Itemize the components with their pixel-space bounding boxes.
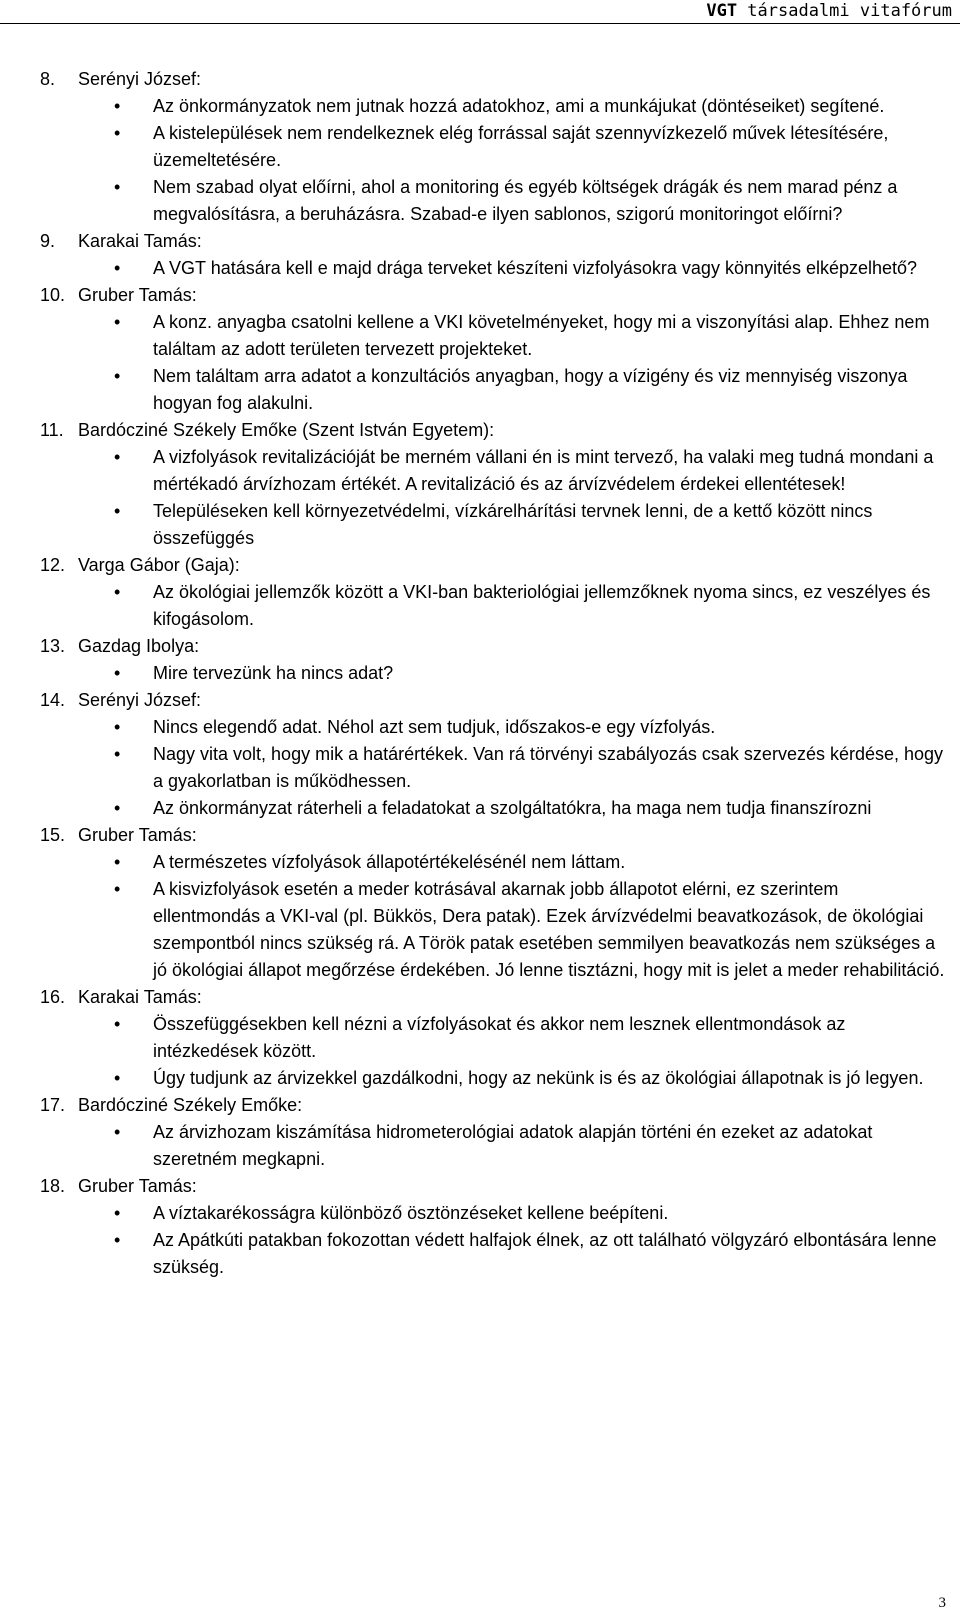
comment-item [40, 363, 945, 417]
speaker-heading [40, 552, 945, 579]
entry-number: 18. [40, 1176, 66, 1196]
comment-text: A természetes vízfolyások állapotértékelésénél nem láttam. [153, 852, 626, 872]
speaker-name: Gruber Tamás: [78, 285, 197, 305]
bullet-icon: • [114, 1203, 121, 1223]
speaker-name: Varga Gábor (Gaja): [78, 555, 240, 575]
comment-item [40, 1119, 945, 1173]
comment-item [40, 444, 945, 498]
comment-list [40, 444, 945, 552]
bullet-icon: • [114, 258, 121, 278]
bullet-icon: • [114, 663, 121, 683]
document-body [40, 66, 945, 1281]
bullet-icon: • [114, 717, 121, 737]
comment-list [40, 93, 945, 228]
header-rule [0, 23, 960, 24]
speaker-heading [40, 984, 945, 1011]
entry-number: 10. [40, 285, 66, 305]
comment-item [40, 255, 945, 282]
bullet-icon: • [114, 852, 121, 872]
speaker-heading [40, 1092, 945, 1119]
bullet-icon: • [114, 312, 121, 332]
comment-text: Mire tervezünk ha nincs adat? [153, 663, 394, 683]
bullet-icon: • [114, 123, 121, 143]
header-title-bold: VGT [706, 1, 738, 21]
entry-number: 15. [40, 825, 66, 845]
header-title [706, 1, 952, 21]
page-number: 3 [938, 1595, 946, 1611]
comment-list [40, 849, 945, 984]
comment-list [40, 1200, 945, 1281]
comment-text: Összefüggésekben kell nézni a vízfolyásokat és akkor nem lesznek ellentmondások az intézkedések között. [153, 1014, 846, 1061]
comment-list [40, 309, 945, 417]
speaker-heading [40, 282, 945, 309]
speaker-name: Bardócziné Székely Emőke: [78, 1095, 303, 1115]
entry-number: 9. [40, 231, 56, 251]
comment-list [40, 714, 945, 822]
speaker-heading [40, 228, 945, 255]
comment-list [40, 1119, 945, 1173]
entry-number: 13. [40, 636, 66, 656]
bullet-icon: • [114, 366, 121, 386]
speaker-name: Gruber Tamás: [78, 825, 197, 845]
bullet-icon: • [114, 1122, 121, 1142]
comment-text: Az önkormányzatok nem jutnak hozzá adatokhoz, ami a munkájukat (döntéseiket) segítené. [153, 96, 885, 116]
entry-number: 17. [40, 1095, 66, 1115]
comment-text: Úgy tudjunk az árvizekkel gazdálkodni, hogy az nekünk is és az ökológiai állapotnak is jó legyen. [153, 1068, 924, 1088]
speaker-name: Bardócziné Székely Emőke (Szent István Egyetem): [78, 420, 495, 440]
comment-item [40, 714, 945, 741]
comment-text: Nincs elegendő adat. Néhol azt sem tudjuk, időszakos-e egy vízfolyás. [153, 717, 716, 737]
comment-text: A kistelepülések nem rendelkeznek elég forrással saját szennyvízkezelő művek létesítésére, üzemeltetésére. [153, 123, 889, 170]
speaker-heading [40, 1173, 945, 1200]
comment-item [40, 120, 945, 174]
comment-item [40, 849, 945, 876]
bullet-icon: • [114, 879, 121, 899]
page-header [0, 0, 960, 24]
comment-list [40, 1011, 945, 1092]
bullet-icon: • [114, 1068, 121, 1088]
comment-item [40, 93, 945, 120]
comment-text: A konz. anyagba csatolni kellene a VKI követelményeket, hogy mi a viszonyítási alap. Ehhez nem találtam az adott területen tervezett projekteket. [153, 312, 930, 359]
bullet-icon: • [114, 447, 121, 467]
bullet-icon: • [114, 582, 121, 602]
speaker-heading [40, 822, 945, 849]
speaker-name: Serényi József: [78, 690, 202, 710]
comment-text: A VGT hatására kell e majd drága terveket készíteni vizfolyásokra vagy könnyités elképzelhető? [153, 258, 918, 278]
speaker-name: Karakai Tamás: [78, 987, 202, 1007]
bullet-icon: • [114, 96, 121, 116]
bullet-icon: • [114, 744, 121, 764]
comment-text: A víztakarékosságra különböző ösztönzéseket kellene beépíteni. [153, 1203, 669, 1223]
comment-text: A vizfolyások revitalizációját be merném vállani én is mint tervező, ha valaki meg tudná mondani a mértékadó árvízhozam értékét. A revitalizáció és az árvízvédelem érdekei ellentétesek! [153, 447, 934, 494]
entry-number: 16. [40, 987, 66, 1007]
speaker-heading [40, 417, 945, 444]
comment-text: Az Apátkúti patakban fokozottan védett halfajok élnek, az ott található völgyzáró elbontására lenne szükség. [153, 1230, 937, 1277]
comment-text: A kisvizfolyások esetén a meder kotrásával akarnak jobb állapotot elérni, ez szerintem ellentmondás a VKI-val (pl. Bükkös, Dera patak). Ezek árvízvédelmi beavatkozások, de ökológiai szempontból nincs szükség rá. A Török patak esetében semmilyen beavatkozás nem szükséges a jó ökológiai állapot megőrzése érdekében. Jó lenne tisztázni, hogy mit is jelet a meder rehabilitáció. [153, 879, 945, 980]
comment-item [40, 876, 945, 984]
comment-item [40, 309, 945, 363]
comment-list [40, 255, 945, 282]
speaker-heading [40, 66, 945, 93]
speaker-heading [40, 687, 945, 714]
comment-item [40, 741, 945, 795]
comment-item [40, 1011, 945, 1065]
bullet-icon: • [114, 1014, 121, 1034]
comment-text: Nem szabad olyat előírni, ahol a monitoring és egyéb költségek drágák és nem marad pénz a megvalósításra, a beruházásra. Szabad-e ilyen sablonos, szigorú monitoringot előírni? [153, 177, 898, 224]
entry-number: 8. [40, 69, 56, 89]
header-title-rest: társadalmi vitafórum [737, 1, 952, 21]
bullet-icon: • [114, 1230, 121, 1250]
speaker-name: Gruber Tamás: [78, 1176, 197, 1196]
speaker-name: Karakai Tamás: [78, 231, 202, 251]
comment-item [40, 660, 945, 687]
comment-item [40, 579, 945, 633]
speaker-heading [40, 633, 945, 660]
comment-item [40, 1065, 945, 1092]
speaker-name: Gazdag Ibolya: [78, 636, 200, 656]
comment-text: Nem találtam arra adatot a konzultációs anyagban, hogy a vízigény és viz mennyiség viszonya hogyan fog alakulni. [153, 366, 908, 413]
comment-list [40, 579, 945, 633]
speaker-name: Serényi József: [78, 69, 202, 89]
comment-text: Az önkormányzat ráterheli a feladatokat a szolgáltatókra, ha maga nem tudja finanszírozni [153, 798, 872, 818]
comment-item [40, 1227, 945, 1281]
bullet-icon: • [114, 798, 121, 818]
entry-number: 14. [40, 690, 66, 710]
comment-text: Nagy vita volt, hogy mik a határértékek. Van rá törvényi szabályozás csak szervezés kérdése, hogy a gyakorlatban is működhessen. [153, 744, 944, 791]
entry-number: 11. [40, 420, 64, 440]
entry-number: 12. [40, 555, 66, 575]
comment-text: Az árvizhozam kiszámítása hidrometerológiai adatok alapján történi én ezeket az adatokat szeretném megkapni. [153, 1122, 873, 1169]
comment-text: Településeken kell környezetvédelmi, vízkárelhárítási tervnek lenni, de a kettő között nincs összefüggés [153, 501, 873, 548]
bullet-icon: • [114, 177, 121, 197]
comment-item [40, 795, 945, 822]
comment-item [40, 174, 945, 228]
bullet-icon: • [114, 501, 121, 521]
comment-list [40, 660, 945, 687]
comment-item [40, 498, 945, 552]
comment-text: Az ökológiai jellemzők között a VKI-ban bakteriológiai jellemzőknek nyoma sincs, ez veszélyes és kifogásolom. [153, 582, 931, 629]
comment-item [40, 1200, 945, 1227]
